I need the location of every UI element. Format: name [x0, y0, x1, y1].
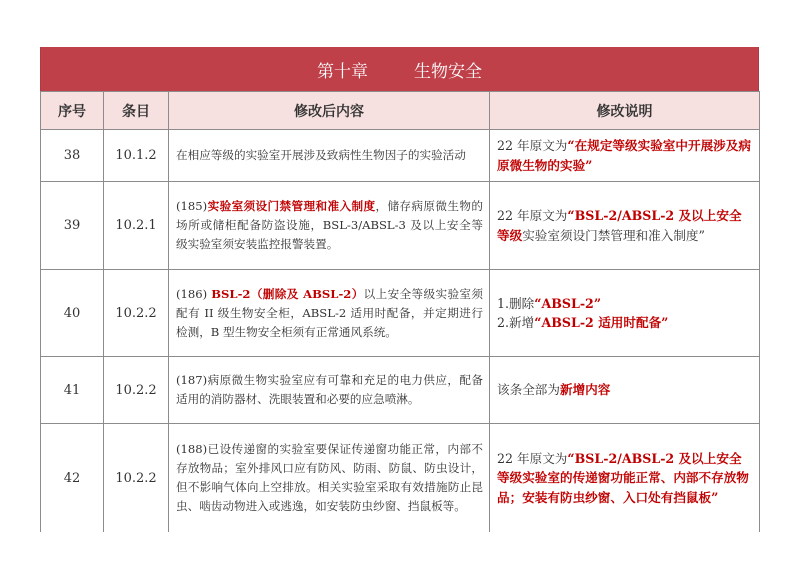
row-note: 22 年原文为“在规定等级实验室中开展涉及病原微生物的实验” — [490, 130, 760, 182]
row-content: (185)实验室须设门禁管理和准入制度，储存病原微生物的场所或储柜配备防盗设施，BSL-3/ABSL-3 及以上安全等级实验室须安装监控报警装置。 — [169, 182, 490, 270]
table-row — [41, 130, 760, 182]
row-item: 10.2.2 — [104, 357, 169, 424]
row-item: 10.2.2 — [104, 424, 169, 533]
revision-table-sheet — [40, 47, 759, 532]
row-note: 该条全部为新增内容 — [490, 357, 760, 424]
row-item: 10.2.1 — [104, 182, 169, 270]
row-seq: 40 — [41, 270, 104, 357]
header-note: 修改说明 — [490, 92, 760, 130]
row-content: (186) BSL-2（删除及 ABSL-2）以上安全等级实验室须配有 II 级生物安全柜，ABSL-2 适用时配备，并定期进行检测，B 型生物安全柜须有正常通风系统。 — [169, 270, 490, 357]
row-content: (187)病原微生物实验室应有可靠和充足的电力供应，配备适用的消防器材、洗眼装置和必要的应急喷淋。 — [169, 357, 490, 424]
table-row — [41, 270, 760, 357]
header-content: 修改后内容 — [169, 92, 490, 130]
table-row — [41, 424, 760, 533]
row-note: 22 年原文为“BSL-2/ABSL-2 及以上安全等级实验室须设门禁管理和准入制度” — [490, 182, 760, 270]
table-header-row — [41, 92, 760, 130]
table-row — [41, 182, 760, 270]
chapter-title: 生物安全 — [414, 61, 482, 82]
chapter-label: 第十章 — [317, 61, 368, 82]
row-item: 10.2.2 — [104, 270, 169, 357]
row-content: 在相应等级的实验室开展涉及致病性生物因子的实验活动 — [169, 130, 490, 182]
row-item: 10.1.2 — [104, 130, 169, 182]
row-seq: 38 — [41, 130, 104, 182]
row-seq: 42 — [41, 424, 104, 533]
header-item: 条目 — [104, 92, 169, 130]
row-content: (188)已设传递窗的实验室要保证传递窗功能正常，内部不存放物品；室外排风口应有防风、防雨、防鼠、防虫设计，但不影响气体向上空排放。相关实验室采取有效措施防止昆虫、啮齿动物进入或逃逸，如安装防虫纱窗、挡鼠板等。 — [169, 424, 490, 533]
row-note — [490, 270, 760, 357]
row-note: 22 年原文为“BSL-2/ABSL-2 及以上安全等级实验室的传递窗功能正常、内部不存放物品；安装有防虫纱窗、入口处有挡鼠板” — [490, 424, 760, 533]
row-seq: 39 — [41, 182, 104, 270]
table-row — [41, 357, 760, 424]
note-line: 2.新增“ABSL-2 适用时配备” — [497, 315, 669, 330]
revision-table — [40, 91, 760, 532]
row-seq: 41 — [41, 357, 104, 424]
note-line: 1.删除“ABSL-2” — [497, 295, 602, 311]
chapter-banner — [40, 47, 759, 91]
header-seq: 序号 — [41, 92, 104, 130]
